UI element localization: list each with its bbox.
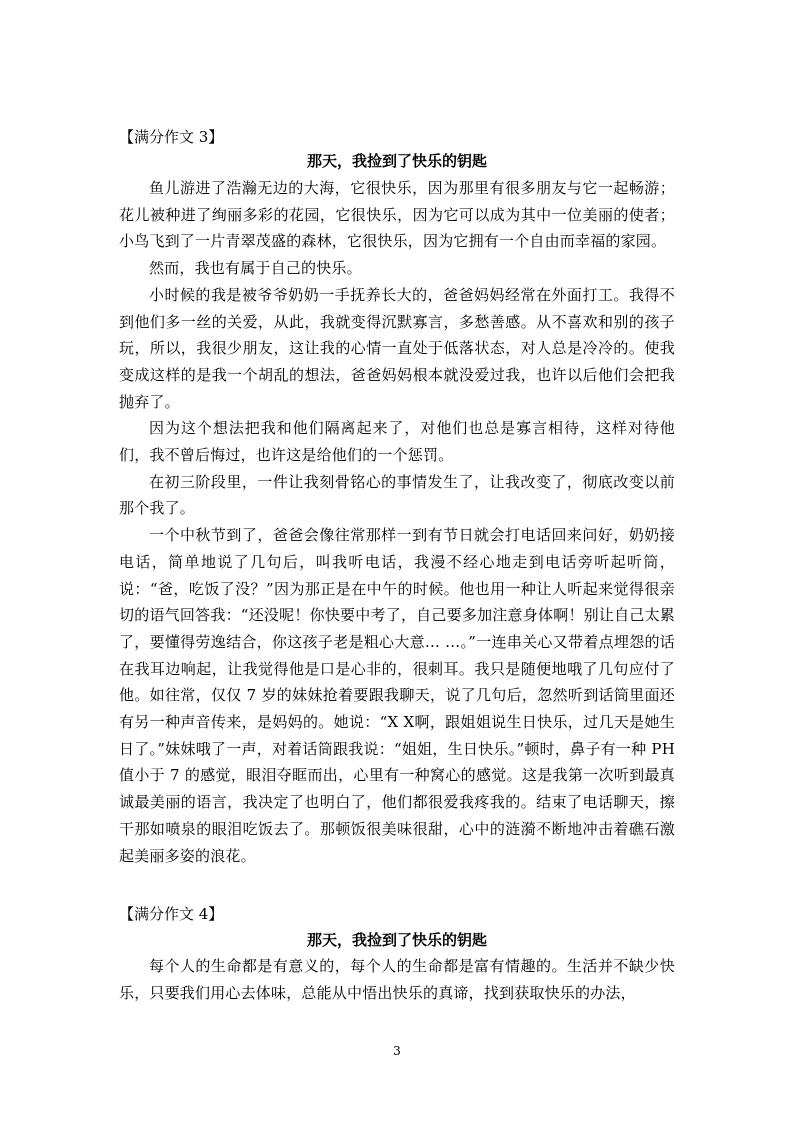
essay-3-paragraph: 小时候的我是被爷爷奶奶一手抚养长大的，爸爸妈妈经常在外面打工。我得不到他们多一丝的关爱，从此，我就变得沉默寡言，多愁善感。从不喜欢和别的孩子玩，所以，我很少朋友，这让我的心情一直处于低落状态，对人总是冷冷的。使我变成这样的是我一个胡乱的想法，爸爸妈妈根本就没爱过我，也许以后他们会把我抛弃了。 [119, 285, 675, 411]
essay-3-paragraph: 因为这个想法把我和他们隔离起来了，对他们也总是寡言相待，这样对待他们，我不曾后悔过，也许这是给他们的一个惩罚。 [119, 419, 675, 465]
essay-3-body [119, 175, 675, 869]
page-number: 3 [393, 1044, 401, 1058]
essay-3-title: 那天，我捡到了快乐的钥匙 [306, 152, 487, 170]
essay-4-paragraph: 每个人的生命都是有意义的，每个人的生命都是富有情趣的。生活并不缺少快乐，只要我们用心去体味，总能从中悟出快乐的真谛，找到获取快乐的办法， [119, 957, 675, 1002]
essay-3-paragraph: 鱼儿游进了浩瀚无边的大海，它很快乐，因为那里有很多朋友与它一起畅游；花儿被种进了绚丽多彩的花园，它很快乐，因为它可以成为其中一位美丽的使者；小鸟飞到了一片青翠茂盛的森林，它很快乐，因为它拥有一个自由而幸福的家园。 [119, 179, 675, 251]
essay-3-paragraph: 在初三阶段里，一件让我刻骨铭心的事情发生了，让我改变了，彻底改变以前那个我了。 [119, 472, 675, 518]
essay-4-label: 【满分作文 4】 [119, 905, 224, 923]
essay-4-title: 那天，我捡到了快乐的钥匙 [306, 931, 487, 949]
essay-4-body [119, 953, 675, 1006]
essay-3-paragraph: 一个中秋节到了，爸爸会像往常那样一到有节日就会打电话回来问好，奶奶接电话，简单地说了几句后，叫我听电话，我漫不经心地走到电话旁听起听筒，说：“爸，吃饭了没？”因为那正是在中午的时候。他也用一种让人听起来觉得很亲切的语气回答我：“还没呢！你快要中考了，自己要多加注意身体啊！别让自己太累了，要懂得劳逸结合，你这孩子老是粗心大意… …。”一连串关心又带着点埋怨的话在我耳边响起，让我觉得他是口是心非的，很刺耳。我只是随便地哦了几句应付了他。如往常，仅仅 7 岁的妹妹抢着要跟我聊天，说了几句后，忽然听到话筒里面还有另一种声音传来，是妈妈的。她说：“X X啊，跟姐姐说生日快乐，过几天是她生日了。”妹妹哦了一声，对着话筒跟我说：“姐姐，生日快乐。”顿时，鼻子有一种 PH 值小于 7 的感觉，眼泪夺眶而出，心里有一种窝心的感觉。这是我第一次听到最真诚最美丽的语言，我决定了也明白了，他们都很爱我疼我的。结束了电话聊天，擦干那如喷泉的眼泪吃饭去了。那顿饭很美味很甜，心中的涟漪不断地冲击着礁石激起美丽多姿的浪花。 [119, 526, 675, 865]
essay-3-label: 【满分作文 3】 [119, 128, 224, 146]
essay-3-paragraph: 然而，我也有属于自己的快乐。 [149, 259, 362, 278]
